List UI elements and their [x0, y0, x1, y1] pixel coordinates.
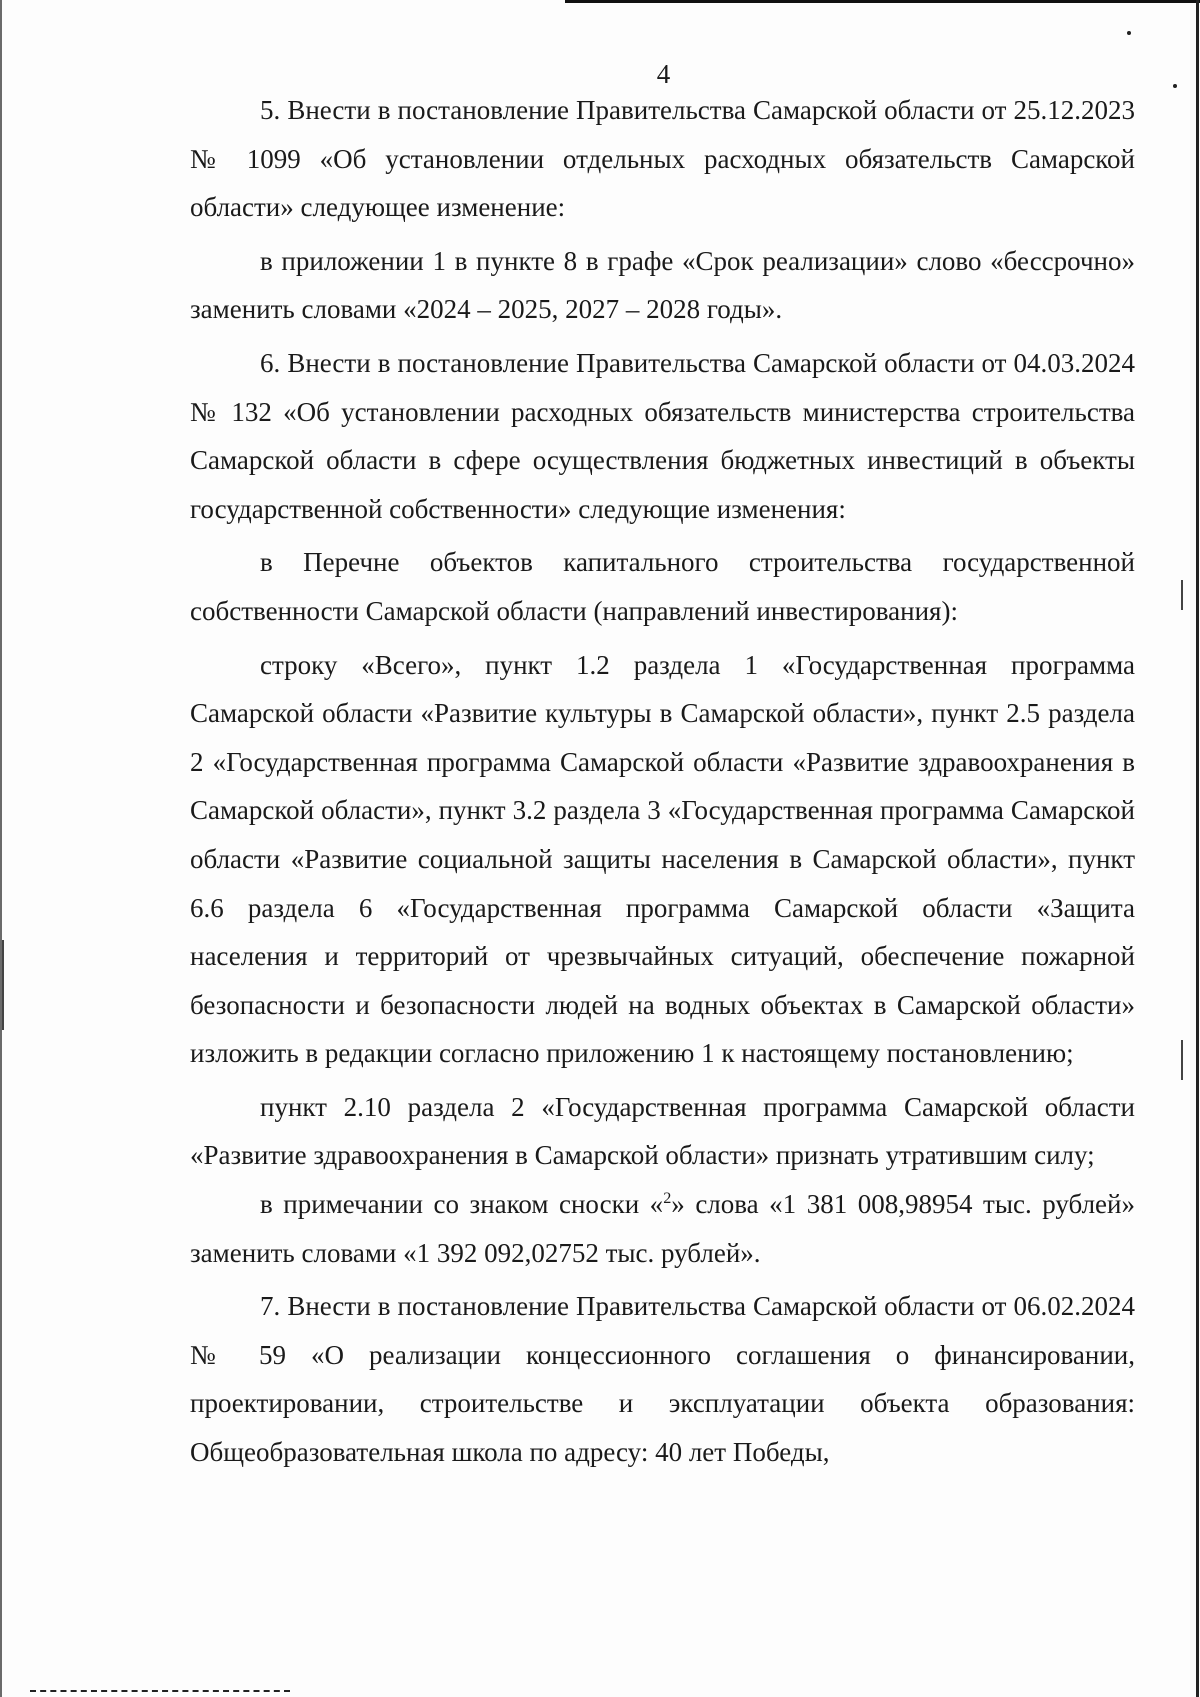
paragraph-7-intro: 7. Внести в постановление Правительства Самарской области от 06.02.2024 № 59 «О реализации концессионного соглашения о финансировании, проектировании, строительстве и эксплуатации объекта образования: Общеобразовательная школа по адресу: 40 лет Победы, [190, 1291, 1135, 1468]
paragraph-6-list: в Перечне объектов капитального строительства государственной собственности Самарской области (направлений инвестирования): [190, 547, 1135, 626]
scan-edge-bottom [30, 1690, 290, 1692]
scan-edge-left [0, 0, 2, 1697]
scan-edge-right [1196, 0, 1199, 1697]
paragraph-6-intro: 6. Внести в постановление Правительства Самарской области от 04.03.2024 № 132 «Об установлении расходных обязательств министерства строительства Самарской области в сфере осуществления бюджетных инвестиций в объекты государственной собственности» следующие изменения: [190, 347, 1135, 524]
paragraph-6-note [190, 1180, 1135, 1277]
note-text-before: в примечании со знаком сноски « [260, 1189, 664, 1220]
footnote-mark: 2 [663, 1189, 672, 1208]
scan-mark [1181, 1040, 1183, 1080]
paragraph-5-change: в приложении 1 в пункте 8 в графе «Срок реализации» слово «бессрочно» заменить словами «2024 – 2025, 2027 – 2028 годы». [190, 245, 1135, 325]
scan-mark [2, 940, 4, 1030]
page-number: 4 [656, 59, 671, 89]
paragraph-6-rows: строку «Всего», пункт 1.2 раздела 1 «Государственная программа Самарской области «Развитие культуры в Самарской области», пункт 2.5 раздела 2 «Государственная программа Самарской области «Развитие здравоохранения в Самарской области», пункт 3.2 раздела 3 «Государственная программа Самарской области «Развитие социальной защиты населения в Самарской области», пункт 6.6 раздела 6 «Государственная программа Самарской области «Защита населения и территорий от чрезвычайных ситуаций, обеспечение пожарной безопасности и безопасности людей на водных объектах в Самарской области» изложить в редакции согласно приложению 1 к настоящему постановлению; [190, 649, 1135, 1069]
scan-speck [1127, 31, 1131, 35]
body-text [190, 86, 1135, 1477]
paragraph-6-item: пункт 2.10 раздела 2 «Государственная программа Самарской области «Развитие здравоохранения в Самарской области» признать утратившим силу; [190, 1091, 1135, 1171]
note-text-after: » слова «1 381 008,98954 тыс. рублей» заменить словами «1 392 092,02752 тыс. рублей». [190, 1189, 1135, 1268]
paragraph-5-intro: 5. Внести в постановление Правительства Самарской области от 25.12.2023 № 1099 «Об установлении отдельных расходных обязательств Самарской области» следующее изменение: [190, 95, 1135, 223]
scan-edge-top [565, 0, 1200, 3]
scan-mark [1181, 580, 1183, 610]
